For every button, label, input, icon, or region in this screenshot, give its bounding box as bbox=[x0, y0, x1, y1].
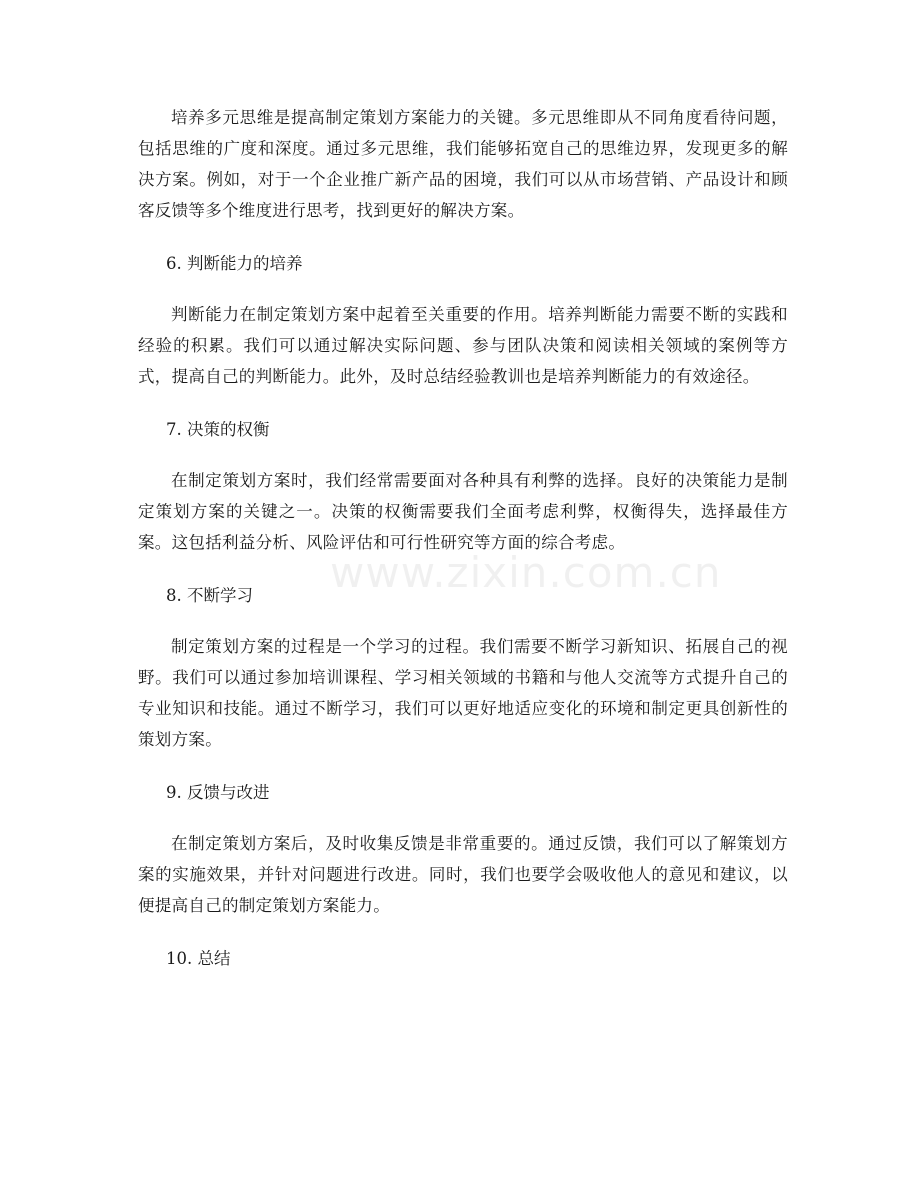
paragraph-learning: 制定策划方案的过程是一个学习的过程。我们需要不断学习新知识、拓展自己的视野。我们可以通过参加培训课程、学习相关领域的书籍和与他人交流等方式提升自己的专业知识和技能。通过不断学习，我们可以更好地适应变化的环境和制定更具创新性的策划方案。 bbox=[138, 637, 788, 749]
heading-learning: 8. 不断学习 bbox=[166, 586, 253, 605]
paragraph-feedback: 在制定策划方案后，及时收集反馈是非常重要的。通过反馈，我们可以了解策划方案的实施效果，并针对问题进行改进。同时，我们也要学会吸收他人的意见和建议，以便提高自己的制定策划方案能力。 bbox=[138, 834, 788, 915]
watermark: www.zixin.com.cn bbox=[330, 548, 722, 597]
paragraph-multi-thinking: 培养多元思维是提高制定策划方案能力的关键。多元思维即从不同角度看待问题，包括思维的广度和深度。通过多元思维，我们能够拓宽自己的思维边界，发现更多的解决方案。例如，对于一个企业推广新产品的困境，我们可以从市场营销、产品设计和顾客反馈等多个维度进行思考，找到更好的解决方案。 bbox=[138, 108, 788, 220]
heading-summary: 10. 总结 bbox=[166, 949, 231, 968]
heading-decision: 7. 决策的权衡 bbox=[166, 420, 270, 439]
heading-judgment: 6. 判断能力的培养 bbox=[166, 254, 303, 273]
paragraph-decision: 在制定策划方案时，我们经常需要面对各种具有利弊的选择。良好的决策能力是制定策划方案的关键之一。决策的权衡需要我们全面考虑利弊，权衡得失，选择最佳方案。这包括利益分析、风险评估和可行性研究等方面的综合考虑。 bbox=[138, 471, 788, 552]
paragraph-judgment: 判断能力在制定策划方案中起着至关重要的作用。培养判断能力需要不断的实践和经验的积累。我们可以通过解决实际问题、参与团队决策和阅读相关领域的案例等方式，提高自己的判断能力。此外，及时总结经验教训也是培养判断能力的有效途径。 bbox=[138, 305, 788, 386]
heading-feedback: 9. 反馈与改进 bbox=[166, 783, 270, 802]
document-body bbox=[138, 102, 788, 974]
